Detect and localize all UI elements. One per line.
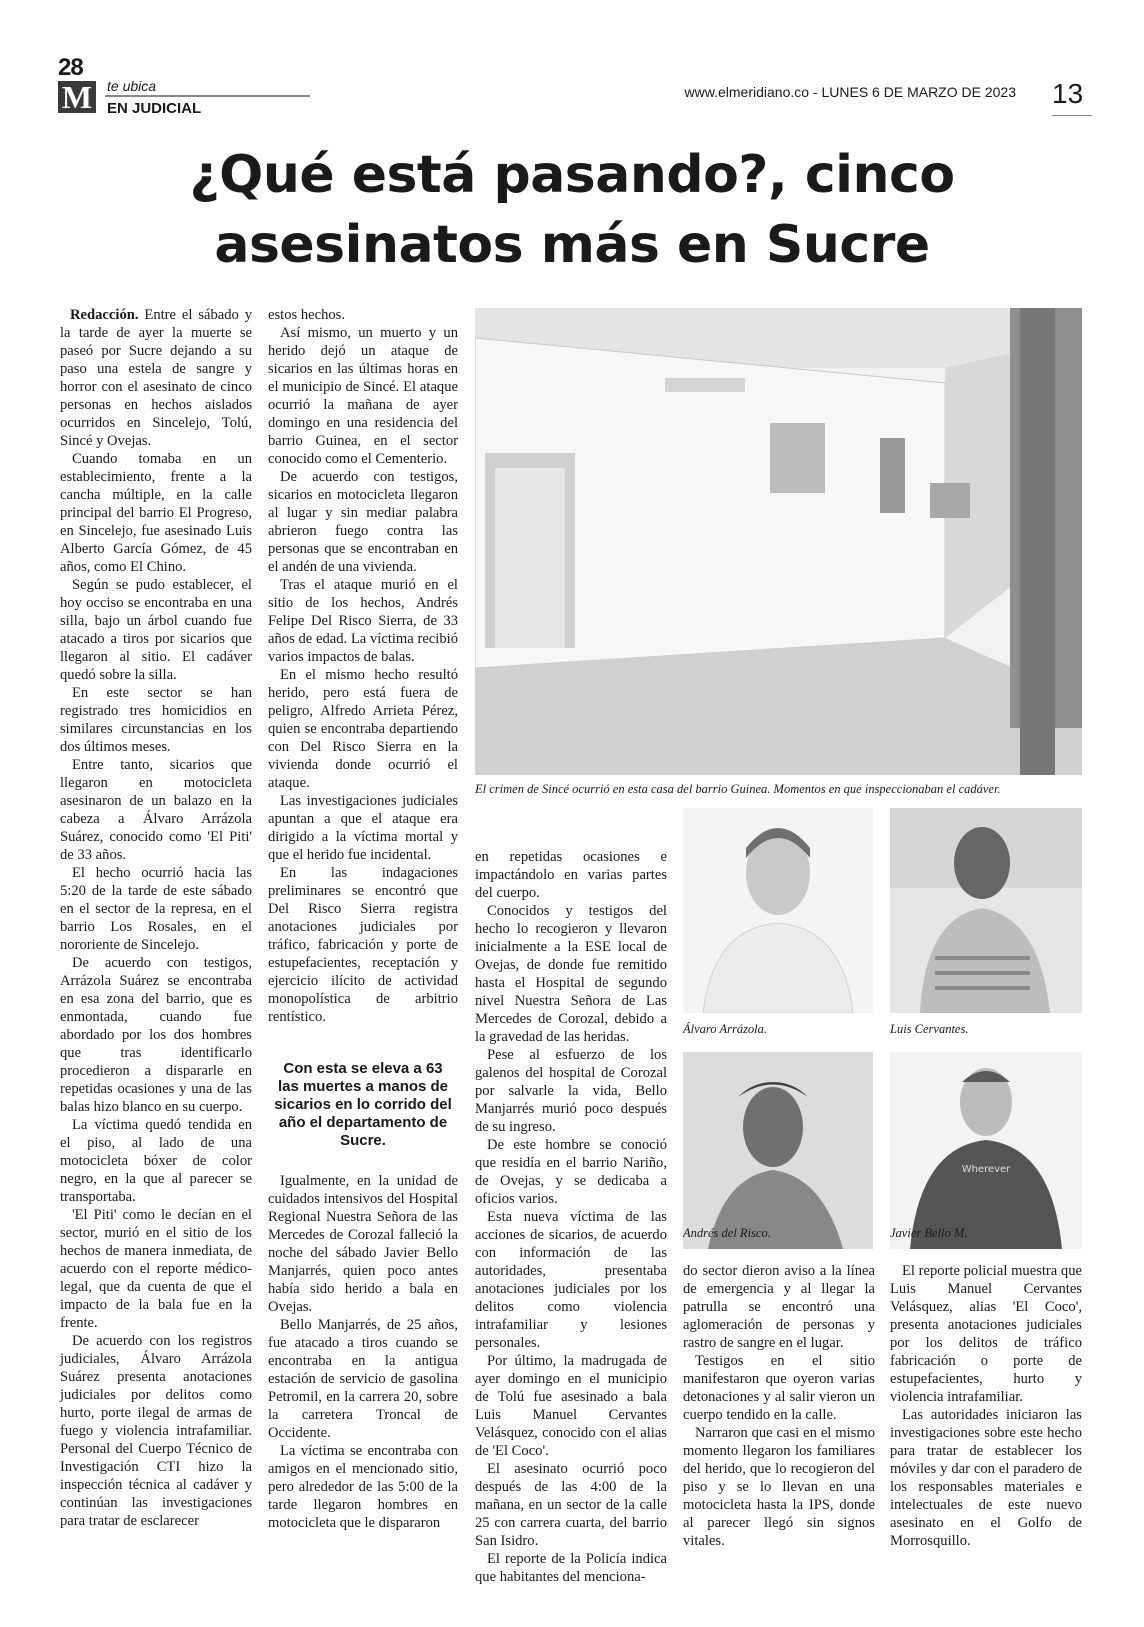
paragraph: Tras el ataque murió en el sitio de los hechos, Andrés Felipe Del Risco Sierra, de 33 años de edad. La víctima recibió varios impactos de balas. xyxy=(268,577,458,665)
paragraph: Conocidos y testigos del hecho lo recogieron y llevaron inicialmente a la ESE local de Ovejas, de donde fue remitido hasta el Hospital de segundo nivel Nuestra Señora de Las Mercedes de Corozal, debido a la gravedad de las heridas. xyxy=(475,903,667,1045)
caption-alvaro: Álvaro Arrázola. xyxy=(683,1022,768,1036)
paragraph: La víctima quedó tendida en el piso, al lado de una motocicleta bóxer de color negro, en la que al parecer se transportaba. xyxy=(60,1117,252,1205)
paragraph: Así mismo, un muerto y un herido dejó un ataque de sicarios en las últimas horas en el municipio de Sincé. El ataque ocurrió la mañana de ayer domingo en una residencia del barrio Guinea, en el sector conocido como el Cementerio. xyxy=(268,325,458,467)
paragraph: En el mismo hecho resultó herido, pero está fuera de peligro, Alfredo Arrieta Pérez, quien se encontraba departiendo con Del Risco Sierra en la vivienda donde ocurrió el ataque. xyxy=(268,667,458,791)
paragraph: El asesinato ocurrió poco después de las 4:00 de la mañana, en un sector de la calle 25 con carrera cuarta, del barrio San Isidro. xyxy=(475,1461,667,1549)
article-column-4 xyxy=(683,1262,875,1550)
paragraph: En este sector se han registrado tres homicidios en similares circunstancias en los dos últimos meses. xyxy=(60,685,252,755)
article-column-1 xyxy=(60,306,252,1530)
paragraph: De acuerdo con testigos, sicarios en motocicleta llegaron al lugar y sin mediar palabra abrieron fuego contra las personas que se encontraban en el andén de una vivienda. xyxy=(268,469,458,575)
tagline: te ubica xyxy=(107,78,157,94)
pull-quote: Con esta se eleva a 63 las muertes a manos de sicarios en lo corrido del año el departamento de Sucre. xyxy=(274,1060,452,1149)
crime-scene-photo xyxy=(475,308,1082,775)
paragraph: Esta nueva víctima de las acciones de sicarios, de acuerdo con información de las autoridades, presentaba anotaciones judiciales por los delitos como violencia intrafamiliar y lesiones personales. xyxy=(475,1209,667,1351)
paragraph: 'El Piti' como le decían en el sector, murió en el sitio de los hechos de manera inmediata, de acuerdo con el reporte médico-legal, que da cuenta de que el impacto de la bala fue en la frente. xyxy=(60,1207,252,1331)
paragraph: do sector dieron aviso a la línea de emergencia y al llegar la patrulla se encontró una aglomeración de personas y rastro de sangre en el lugar. xyxy=(683,1263,875,1351)
paragraph: estos hechos. xyxy=(268,307,346,323)
article-column-2 xyxy=(268,306,458,1026)
dateline: www.elmeridiano.co - LUNES 6 DE MARZO DE 2023 xyxy=(684,84,1016,100)
article-column-3 xyxy=(475,848,667,1586)
headline: ¿Qué está pasando?, cinco asesinatos más en Sucre xyxy=(189,145,955,275)
paragraph: Pese al esfuerzo de los galenos del hospital de Corozal por salvarle la vida, Bello Manjarrés murió poco después de su ingreso. xyxy=(475,1047,667,1135)
paragraph: Por último, la madrugada de ayer domingo en el municipio de Tolú fue asesinado a bala Luis Manuel Cervantes Velásquez, conocido con el alias de 'El Coco'. xyxy=(475,1353,667,1459)
victim-photo-andres xyxy=(683,1052,873,1249)
paragraph: De acuerdo con testigos, Arrázola Suárez se encontraba en esa zona del barrio, que es enmontada, cuando fue abordado por los dos hombres que tras identificarlo procedieron a dispararle en repetidas ocasiones y una de las balas hizo blanco en su cuerpo. xyxy=(60,955,252,1115)
paragraph: De acuerdo con los registros judiciales, Álvaro Arrázola Suárez presenta anotaciones judiciales por delitos como hurto, porte ilegal de armas de fuego y violencia intrafamiliar. Personal del Cuerpo Técnico de Investigación CTI hizo la inspección técnica al cadáver y continúan las investigaciones para tratar de esclarecer xyxy=(60,1333,252,1529)
victim-photo-luis xyxy=(890,808,1082,1013)
article-column-2-continued xyxy=(268,1172,458,1532)
paragraph: Igualmente, en la unidad de cuidados intensivos del Hospital Regional Nuestra Señora de las Mercedes de Corozal falleció la noche del sábado Javier Bello Manjarrés, quien poco antes había sido herido a bala en Ovejas. xyxy=(268,1173,458,1315)
victim-photo-alvaro xyxy=(683,808,873,1013)
header-rule xyxy=(105,95,310,97)
paragraph: Cuando tomaba en un establecimiento, frente a la cancha múltiple, en la calle principal del barrio El Progreso, en Sincelejo, fue asesinado Luis Alberto García Gómez, de 45 años, como El Chino. xyxy=(60,451,252,575)
paragraph: Narraron que casi en el mismo momento llegaron los familiares del herido, que lo recogieron del piso y se lo llevan en una motocicleta hasta la IPS, donde al parecer llegó sin signos vitales. xyxy=(683,1425,875,1549)
caption-andres: Andrés del Risco. xyxy=(683,1226,771,1240)
paragraph: El reporte de la Policía indica que habitantes del menciona- xyxy=(475,1551,667,1585)
newspaper-logo xyxy=(58,56,98,116)
paragraph: La víctima se encontraba con amigos en el mencionado sitio, pero alrededor de las 5:00 de la tarde llegaron hombres en motocicleta que le dispararon xyxy=(268,1443,458,1531)
logo-number: 28 xyxy=(58,54,83,81)
paragraph: Bello Manjarrés, de 25 años, fue atacado a tiros cuando se encontraba en la antigua estación de servicio de gasolina Petromil, en la carrera 20, sobre la carretera Troncal de Occidente. xyxy=(268,1317,458,1441)
page-number-rule xyxy=(1052,115,1092,116)
victim-photo-javier xyxy=(890,1052,1082,1249)
caption-luis: Luis Cervantes. xyxy=(890,1022,969,1036)
paragraph: Las investigaciones judiciales apuntan a que el ataque era dirigido a la víctima mortal y que el herido fue incidental. xyxy=(268,793,458,863)
paragraph: Según se pudo establecer, el hoy occiso se encontraba en una silla, bajo un árbol cuando fue atacado a tiros por sicarios que llegaron al sitio. El cadáver quedó sobre la silla. xyxy=(60,577,252,683)
shirt-print: Wherever xyxy=(961,1164,1011,1175)
paragraph: Entre tanto, sicarios que llegaron en motocicleta asesinaron de un balazo en la cabeza a Álvaro Arrázola Suárez, conocido como 'El Piti' de 33 años. xyxy=(60,757,252,863)
paragraph: Entre el sábado y la tarde de ayer la muerte se paseó por Sucre dejando a su paso una estela de sangre y horror con el asesinato de cinco personas en hechos aislados ocurridos en Sincelejo, Tolú, Sincé y Ovejas. xyxy=(60,307,252,449)
paragraph: Las autoridades iniciaron las investigaciones sobre este hecho para tratar de establecer los móviles y dar con el paradero de los responsables materiales e intelectuales de este nuevo asesinato en el Golfo de Morrosquillo. xyxy=(890,1407,1082,1549)
paragraph: De este hombre se conoció que residía en el barrio Nariño, de Ovejas, y se dedicaba a oficios varios. xyxy=(475,1137,667,1207)
logo-letter: M xyxy=(58,81,96,113)
byline: Redacción. xyxy=(70,307,139,323)
page-number: 13 xyxy=(1052,78,1084,109)
main-photo-caption: El crimen de Sincé ocurrió en esta casa del barrio Guinea. Momentos en que inspeccionaban el cadáver. xyxy=(475,782,1001,796)
caption-javier: Javier Bello M. xyxy=(890,1226,968,1240)
paragraph: En las indagaciones preliminares se encontró que Del Risco Sierra registra anotaciones judiciales por tráfico, fabricación y porte de estupefacientes, receptación y ejercicio ilícito de actividad monopolística de arbitrio rentístico. xyxy=(268,865,458,1025)
section-name: EN JUDICIAL xyxy=(107,100,202,117)
paragraph: El hecho ocurrió hacia las 5:20 de la tarde de este sábado en el sector de la represa, en el barrio Los Rosales, en el nororiente de Sincelejo. xyxy=(60,865,252,953)
paragraph: El reporte policial muestra que Luis Manuel Cervantes Velásquez, alias 'El Coco', presenta anotaciones judiciales por los delitos de tráfico fabricación o porte de estupefacientes, hurto y violencia intrafamiliar. xyxy=(890,1263,1082,1405)
paragraph: Testigos en el sitio manifestaron que oyeron varias detonaciones y al salir vieron un cuerpo tendido en la calle. xyxy=(683,1353,875,1423)
paragraph: en repetidas ocasiones e impactándolo en varias partes del cuerpo. xyxy=(475,849,667,901)
article-column-5 xyxy=(890,1262,1082,1550)
lead-paragraph xyxy=(60,306,252,450)
